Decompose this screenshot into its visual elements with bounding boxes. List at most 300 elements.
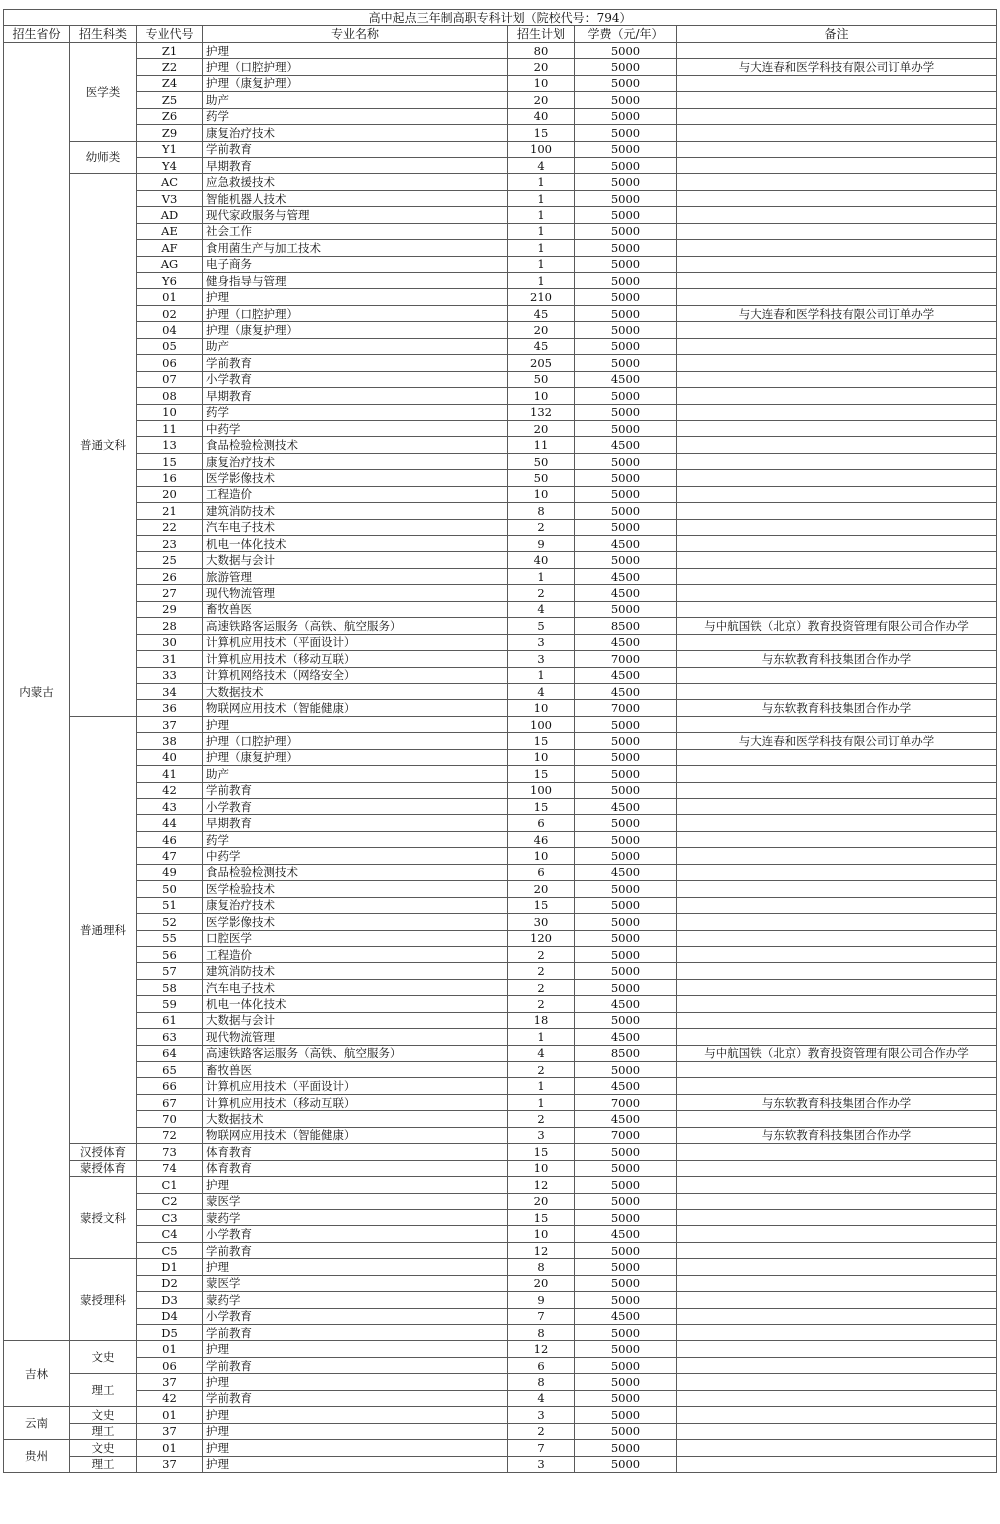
plan-count: 6 <box>508 864 575 880</box>
major-code: AC <box>137 174 203 190</box>
plan-count: 2 <box>508 996 575 1012</box>
plan-count: 40 <box>508 552 575 568</box>
plan-count: 30 <box>508 914 575 930</box>
remark <box>677 881 997 897</box>
tuition: 5000 <box>575 733 677 749</box>
remark <box>677 749 997 765</box>
major-code: 37 <box>137 716 203 732</box>
major-name: 现代物流管理 <box>203 585 508 601</box>
tuition: 5000 <box>575 240 677 256</box>
remark <box>677 75 997 91</box>
remark <box>677 470 997 486</box>
table-row <box>4 1193 997 1209</box>
tuition: 7000 <box>575 1127 677 1143</box>
remark <box>677 782 997 798</box>
major-name: 护理（口腔护理） <box>203 733 508 749</box>
plan-count: 4 <box>508 601 575 617</box>
major-code: AD <box>137 207 203 223</box>
major-name: 建筑消防技术 <box>203 503 508 519</box>
major-name: 康复治疗技术 <box>203 453 508 469</box>
remark <box>677 930 997 946</box>
major-name: 护理 <box>203 1259 508 1275</box>
table-row <box>4 190 997 206</box>
major-name: 护理 <box>203 42 508 58</box>
tuition: 5000 <box>575 1144 677 1160</box>
remark <box>677 190 997 206</box>
category-cell: 蒙授体育 <box>70 1160 137 1176</box>
table-row <box>4 289 997 305</box>
table-row <box>4 1160 997 1176</box>
major-code: 72 <box>137 1127 203 1143</box>
tuition: 5000 <box>575 1259 677 1275</box>
major-code: 59 <box>137 996 203 1012</box>
category-cell: 理工 <box>70 1456 137 1472</box>
header-row <box>4 26 997 42</box>
remark: 与东软教育科技集团合作办学 <box>677 700 997 716</box>
plan-count: 10 <box>508 1226 575 1242</box>
major-name: 学前教育 <box>203 1242 508 1258</box>
remark: 与大连春和医学科技有限公司订单办学 <box>677 59 997 75</box>
tuition: 5000 <box>575 223 677 239</box>
plan-count: 1 <box>508 174 575 190</box>
major-code: 73 <box>137 1144 203 1160</box>
tuition: 5000 <box>575 1160 677 1176</box>
tuition: 5000 <box>575 1012 677 1028</box>
table-row <box>4 799 997 815</box>
tuition: 7000 <box>575 700 677 716</box>
major-name: 护理（康复护理） <box>203 75 508 91</box>
tuition: 5000 <box>575 305 677 321</box>
table-row <box>4 963 997 979</box>
plan-count: 2 <box>508 1062 575 1078</box>
tuition: 5000 <box>575 897 677 913</box>
major-code: Z5 <box>137 92 203 108</box>
remark <box>677 1111 997 1127</box>
major-code: 20 <box>137 486 203 502</box>
plan-count: 2 <box>508 979 575 995</box>
remark <box>677 1407 997 1423</box>
major-name: 畜牧兽医 <box>203 1062 508 1078</box>
remark <box>677 273 997 289</box>
major-code: 55 <box>137 930 203 946</box>
tuition: 4500 <box>575 1078 677 1094</box>
table-row <box>4 1144 997 1160</box>
major-name: 物联网应用技术（智能健康） <box>203 700 508 716</box>
remark <box>677 1292 997 1308</box>
province-cell: 吉林 <box>4 1341 70 1407</box>
remark <box>677 1177 997 1193</box>
table-row <box>4 1390 997 1406</box>
remark <box>677 1160 997 1176</box>
major-code: 25 <box>137 552 203 568</box>
major-name: 早期教育 <box>203 157 508 173</box>
major-name: 蒙药学 <box>203 1292 508 1308</box>
header-tuition: 学费（元/年） <box>575 26 677 42</box>
table-row <box>4 946 997 962</box>
table-row <box>4 1407 997 1423</box>
remark <box>677 125 997 141</box>
major-name: 康复治疗技术 <box>203 897 508 913</box>
table-row <box>4 1029 997 1045</box>
remark: 与东软教育科技集团合作办学 <box>677 1127 997 1143</box>
province-cell: 贵州 <box>4 1440 70 1473</box>
tuition: 5000 <box>575 486 677 502</box>
remark: 与大连春和医学科技有限公司订单办学 <box>677 305 997 321</box>
major-name: 护理（康复护理） <box>203 322 508 338</box>
major-name: 建筑消防技术 <box>203 963 508 979</box>
tuition: 5000 <box>575 519 677 535</box>
major-code: 74 <box>137 1160 203 1176</box>
tuition: 5000 <box>575 766 677 782</box>
remark <box>677 914 997 930</box>
remark <box>677 1357 997 1373</box>
table-row <box>4 519 997 535</box>
major-name: 小学教育 <box>203 799 508 815</box>
plan-count: 205 <box>508 355 575 371</box>
category-cell: 汉授体育 <box>70 1144 137 1160</box>
tuition: 4500 <box>575 864 677 880</box>
tuition: 5000 <box>575 1407 677 1423</box>
major-name: 助产 <box>203 92 508 108</box>
header-major-name: 专业名称 <box>203 26 508 42</box>
table-row <box>4 1094 997 1110</box>
remark <box>677 1259 997 1275</box>
remark <box>677 1012 997 1028</box>
tuition: 5000 <box>575 289 677 305</box>
tuition: 4500 <box>575 1111 677 1127</box>
plan-count: 11 <box>508 437 575 453</box>
remark <box>677 437 997 453</box>
plan-count: 10 <box>508 848 575 864</box>
remark <box>677 716 997 732</box>
major-name: 护理（口腔护理） <box>203 305 508 321</box>
major-code: 43 <box>137 799 203 815</box>
tuition: 5000 <box>575 1062 677 1078</box>
remark <box>677 289 997 305</box>
table-row <box>4 749 997 765</box>
major-code: Z4 <box>137 75 203 91</box>
tuition: 5000 <box>575 963 677 979</box>
table-row <box>4 1456 997 1472</box>
tuition: 5000 <box>575 404 677 420</box>
tuition: 5000 <box>575 601 677 617</box>
plan-count: 20 <box>508 881 575 897</box>
category-cell: 理工 <box>70 1423 137 1439</box>
table-row <box>4 782 997 798</box>
tuition: 5000 <box>575 914 677 930</box>
table-row <box>4 914 997 930</box>
major-name: 护理 <box>203 1374 508 1390</box>
table-row <box>4 42 997 58</box>
remark <box>677 207 997 223</box>
major-code: 01 <box>137 1407 203 1423</box>
remark <box>677 683 997 699</box>
major-code: D5 <box>137 1325 203 1341</box>
plan-count: 7 <box>508 1440 575 1456</box>
plan-count: 3 <box>508 634 575 650</box>
table-row <box>4 1012 997 1028</box>
plan-count: 50 <box>508 453 575 469</box>
table-row <box>4 1177 997 1193</box>
major-name: 计算机应用技术（移动互联） <box>203 1094 508 1110</box>
major-name: 大数据技术 <box>203 1111 508 1127</box>
tuition: 5000 <box>575 503 677 519</box>
remark <box>677 552 997 568</box>
major-name: 大数据技术 <box>203 683 508 699</box>
major-name: 高速铁路客运服务（高铁、航空服务） <box>203 618 508 634</box>
remark <box>677 979 997 995</box>
plan-count: 8 <box>508 1325 575 1341</box>
major-name: 大数据与会计 <box>203 1012 508 1028</box>
tuition: 7000 <box>575 651 677 667</box>
table-row <box>4 273 997 289</box>
plan-count: 8 <box>508 503 575 519</box>
major-name: 护理 <box>203 289 508 305</box>
remark <box>677 1374 997 1390</box>
major-name: 药学 <box>203 108 508 124</box>
major-code: V3 <box>137 190 203 206</box>
plan-count: 50 <box>508 371 575 387</box>
table-row <box>4 1292 997 1308</box>
table-row <box>4 108 997 124</box>
tuition: 5000 <box>575 1325 677 1341</box>
table-row <box>4 420 997 436</box>
major-code: 51 <box>137 897 203 913</box>
remark <box>677 766 997 782</box>
remark <box>677 223 997 239</box>
major-code: 10 <box>137 404 203 420</box>
remark <box>677 1325 997 1341</box>
plan-count: 45 <box>508 338 575 354</box>
major-name: 汽车电子技术 <box>203 979 508 995</box>
tuition: 4500 <box>575 799 677 815</box>
plan-count: 18 <box>508 1012 575 1028</box>
table-row <box>4 733 997 749</box>
tuition: 5000 <box>575 420 677 436</box>
enrollment-plan-table <box>3 9 997 1473</box>
tuition: 5000 <box>575 92 677 108</box>
major-code: 46 <box>137 831 203 847</box>
remark <box>677 848 997 864</box>
tuition: 5000 <box>575 108 677 124</box>
plan-count: 50 <box>508 470 575 486</box>
plan-count: 12 <box>508 1341 575 1357</box>
table-row <box>4 700 997 716</box>
major-name: 机电一体化技术 <box>203 996 508 1012</box>
category-cell: 普通文科 <box>70 174 137 716</box>
remark <box>677 157 997 173</box>
major-code: 30 <box>137 634 203 650</box>
major-name: 计算机应用技术（平面设计） <box>203 634 508 650</box>
remark <box>677 799 997 815</box>
plan-count: 15 <box>508 897 575 913</box>
table-row <box>4 1357 997 1373</box>
table-row <box>4 59 997 75</box>
plan-count: 3 <box>508 1407 575 1423</box>
major-name: 计算机应用技术（平面设计） <box>203 1078 508 1094</box>
major-name: 社会工作 <box>203 223 508 239</box>
plan-count: 4 <box>508 1045 575 1061</box>
remark: 与中航国铁（北京）教育投资管理有限公司合作办学 <box>677 618 997 634</box>
major-code: 70 <box>137 1111 203 1127</box>
tuition: 5000 <box>575 1456 677 1472</box>
plan-count: 20 <box>508 420 575 436</box>
plan-count: 100 <box>508 782 575 798</box>
major-code: Y1 <box>137 141 203 157</box>
plan-count: 100 <box>508 716 575 732</box>
tuition: 5000 <box>575 946 677 962</box>
tuition: 5000 <box>575 207 677 223</box>
plan-count: 15 <box>508 799 575 815</box>
tuition: 5000 <box>575 1177 677 1193</box>
remark <box>677 420 997 436</box>
major-code: 47 <box>137 848 203 864</box>
tuition: 5000 <box>575 848 677 864</box>
major-name: 助产 <box>203 766 508 782</box>
table-row <box>4 897 997 913</box>
remark <box>677 1062 997 1078</box>
plan-count: 2 <box>508 946 575 962</box>
plan-count: 1 <box>508 223 575 239</box>
major-name: 小学教育 <box>203 371 508 387</box>
table-row <box>4 240 997 256</box>
table-row <box>4 470 997 486</box>
major-code: 52 <box>137 914 203 930</box>
plan-count: 1 <box>508 256 575 272</box>
table-row <box>4 322 997 338</box>
table-row <box>4 585 997 601</box>
major-name: 应急救援技术 <box>203 174 508 190</box>
tuition: 5000 <box>575 157 677 173</box>
tuition: 5000 <box>575 979 677 995</box>
table-row <box>4 92 997 108</box>
major-code: C2 <box>137 1193 203 1209</box>
major-code: 40 <box>137 749 203 765</box>
table-row <box>4 930 997 946</box>
plan-count: 20 <box>508 1193 575 1209</box>
tuition: 4500 <box>575 371 677 387</box>
table-row <box>4 667 997 683</box>
major-name: 学前教育 <box>203 1325 508 1341</box>
remark <box>677 536 997 552</box>
table-row <box>4 338 997 354</box>
major-code: Z1 <box>137 42 203 58</box>
remark <box>677 1226 997 1242</box>
header-province: 招生省份 <box>4 26 70 42</box>
remark: 与大连春和医学科技有限公司订单办学 <box>677 733 997 749</box>
table-row <box>4 848 997 864</box>
table-row <box>4 1127 997 1143</box>
remark <box>677 1275 997 1291</box>
plan-count: 10 <box>508 388 575 404</box>
category-cell: 蒙授文科 <box>70 1177 137 1259</box>
major-code: 49 <box>137 864 203 880</box>
major-code: 50 <box>137 881 203 897</box>
major-code: 27 <box>137 585 203 601</box>
tuition: 4500 <box>575 667 677 683</box>
major-code: 06 <box>137 1357 203 1373</box>
major-code: 11 <box>137 420 203 436</box>
table-row <box>4 1423 997 1439</box>
major-code: 28 <box>137 618 203 634</box>
tuition: 5000 <box>575 190 677 206</box>
table-row <box>4 568 997 584</box>
plan-count: 100 <box>508 141 575 157</box>
category-cell: 文史 <box>70 1440 137 1456</box>
major-code: 37 <box>137 1456 203 1472</box>
major-name: 学前教育 <box>203 1390 508 1406</box>
table-row <box>4 207 997 223</box>
table-row <box>4 174 997 190</box>
plan-count: 20 <box>508 59 575 75</box>
table-row <box>4 453 997 469</box>
major-name: 口腔医学 <box>203 930 508 946</box>
major-code: AE <box>137 223 203 239</box>
tuition: 5000 <box>575 1390 677 1406</box>
tuition: 5000 <box>575 716 677 732</box>
major-code: D1 <box>137 1259 203 1275</box>
tuition: 5000 <box>575 1341 677 1357</box>
table-row <box>4 371 997 387</box>
tuition: 5000 <box>575 552 677 568</box>
remark <box>677 601 997 617</box>
plan-count: 10 <box>508 486 575 502</box>
major-name: 医学检验技术 <box>203 881 508 897</box>
major-name: 护理 <box>203 1341 508 1357</box>
remark <box>677 568 997 584</box>
major-code: Z2 <box>137 59 203 75</box>
remark <box>677 519 997 535</box>
major-name: 早期教育 <box>203 815 508 831</box>
major-name: 工程造价 <box>203 946 508 962</box>
major-code: 42 <box>137 1390 203 1406</box>
remark <box>677 963 997 979</box>
plan-count: 6 <box>508 1357 575 1373</box>
plan-count: 15 <box>508 766 575 782</box>
major-name: 蒙药学 <box>203 1209 508 1225</box>
major-name: 食品检验检测技术 <box>203 864 508 880</box>
major-name: 健身指导与管理 <box>203 273 508 289</box>
major-name: 旅游管理 <box>203 568 508 584</box>
plan-count: 10 <box>508 75 575 91</box>
major-name: 早期教育 <box>203 388 508 404</box>
major-name: 护理 <box>203 716 508 732</box>
tuition: 5000 <box>575 1374 677 1390</box>
tuition: 5000 <box>575 1209 677 1225</box>
remark <box>677 831 997 847</box>
remark <box>677 1308 997 1324</box>
tuition: 4500 <box>575 536 677 552</box>
remark <box>677 322 997 338</box>
table-row <box>4 141 997 157</box>
major-code: 15 <box>137 453 203 469</box>
major-code: 07 <box>137 371 203 387</box>
remark <box>677 338 997 354</box>
category-cell: 理工 <box>70 1374 137 1407</box>
plan-count: 1 <box>508 1029 575 1045</box>
plan-count: 1 <box>508 273 575 289</box>
table-row <box>4 486 997 502</box>
remark <box>677 815 997 831</box>
table-row <box>4 766 997 782</box>
major-code: D4 <box>137 1308 203 1324</box>
table-row <box>4 1045 997 1061</box>
major-name: 护理 <box>203 1440 508 1456</box>
remark <box>677 1144 997 1160</box>
tuition: 4500 <box>575 634 677 650</box>
major-code: 58 <box>137 979 203 995</box>
remark <box>677 634 997 650</box>
